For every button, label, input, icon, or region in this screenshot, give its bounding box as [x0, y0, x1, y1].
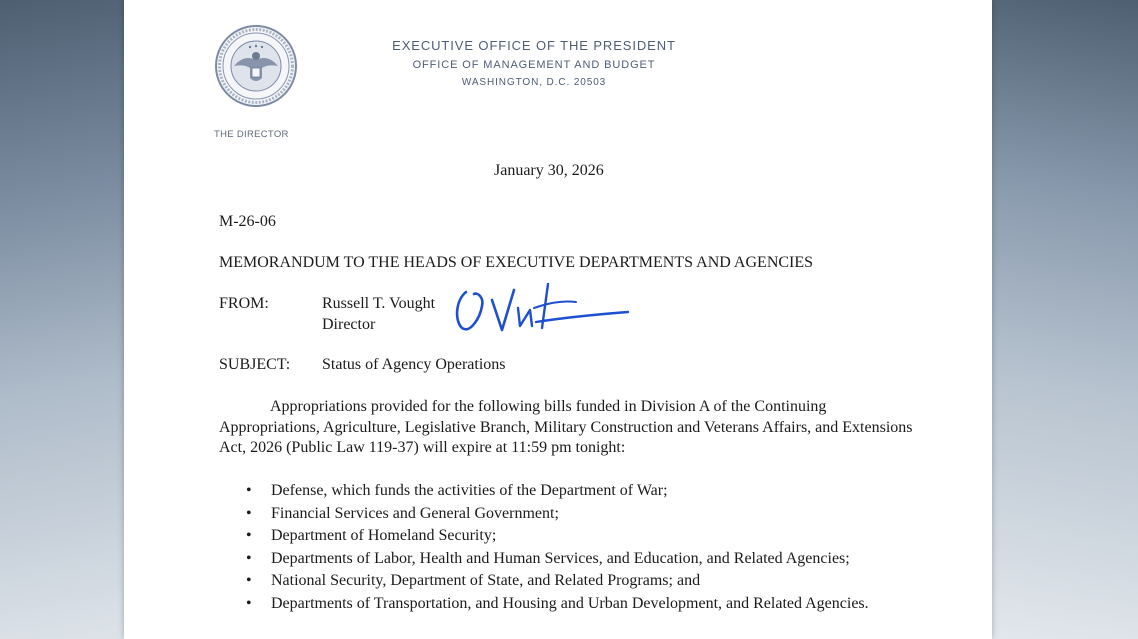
list-item: • Financial Services and General Government;: [219, 504, 869, 525]
subject-value: Status of Agency Operations: [322, 356, 506, 373]
bill-list: [219, 481, 869, 616]
memo-date: January 30, 2026: [494, 162, 604, 179]
letterhead-agency: OFFICE OF MANAGEMENT AND BUDGET: [412, 59, 656, 71]
director-label: THE DIRECTOR: [214, 129, 289, 140]
letterhead-office: EXECUTIVE OFFICE OF THE PRESIDENT: [392, 38, 676, 53]
memo-page: [124, 0, 992, 639]
presidential-seal-icon: [214, 24, 298, 108]
list-item: • Departments of Labor, Health and Human Services, and Education, and Related Agencies;: [219, 549, 869, 570]
from-label: FROM:: [219, 295, 269, 312]
letterhead: [354, 38, 714, 88]
list-item: • Department of Homeland Security;: [219, 526, 869, 547]
from-title: Director: [322, 316, 376, 333]
memo-number: M-26-06: [219, 213, 276, 230]
background-right: [992, 0, 1138, 639]
list-item: • Defense, which funds the activities of the Department of War;: [219, 481, 869, 502]
memo-heading: MEMORANDUM TO THE HEADS OF EXECUTIVE DEPARTMENTS AND AGENCIES: [219, 254, 814, 271]
list-item: • National Security, Department of State, and Related Programs; and: [219, 571, 869, 592]
background-left: [0, 0, 124, 639]
list-item: • Departments of Transportation, and Housing and Urban Development, and Related Agencies.: [219, 594, 869, 615]
from-name: Russell T. Vought: [322, 295, 436, 312]
signature-icon: [452, 278, 632, 338]
letterhead-address: WASHINGTON, D.C. 20503: [461, 77, 607, 88]
memo-paragraph: Appropriations provided for the following bills funded in Division A of the Continuing Appropriations, Agriculture, Legislative Branch, Military Construction and Veterans Affairs, and Extensions Act, 2026 (Public Law 119-37) will expire at 11:59 pm tonight:: [219, 398, 913, 456]
subject-label: SUBJECT:: [219, 356, 291, 373]
